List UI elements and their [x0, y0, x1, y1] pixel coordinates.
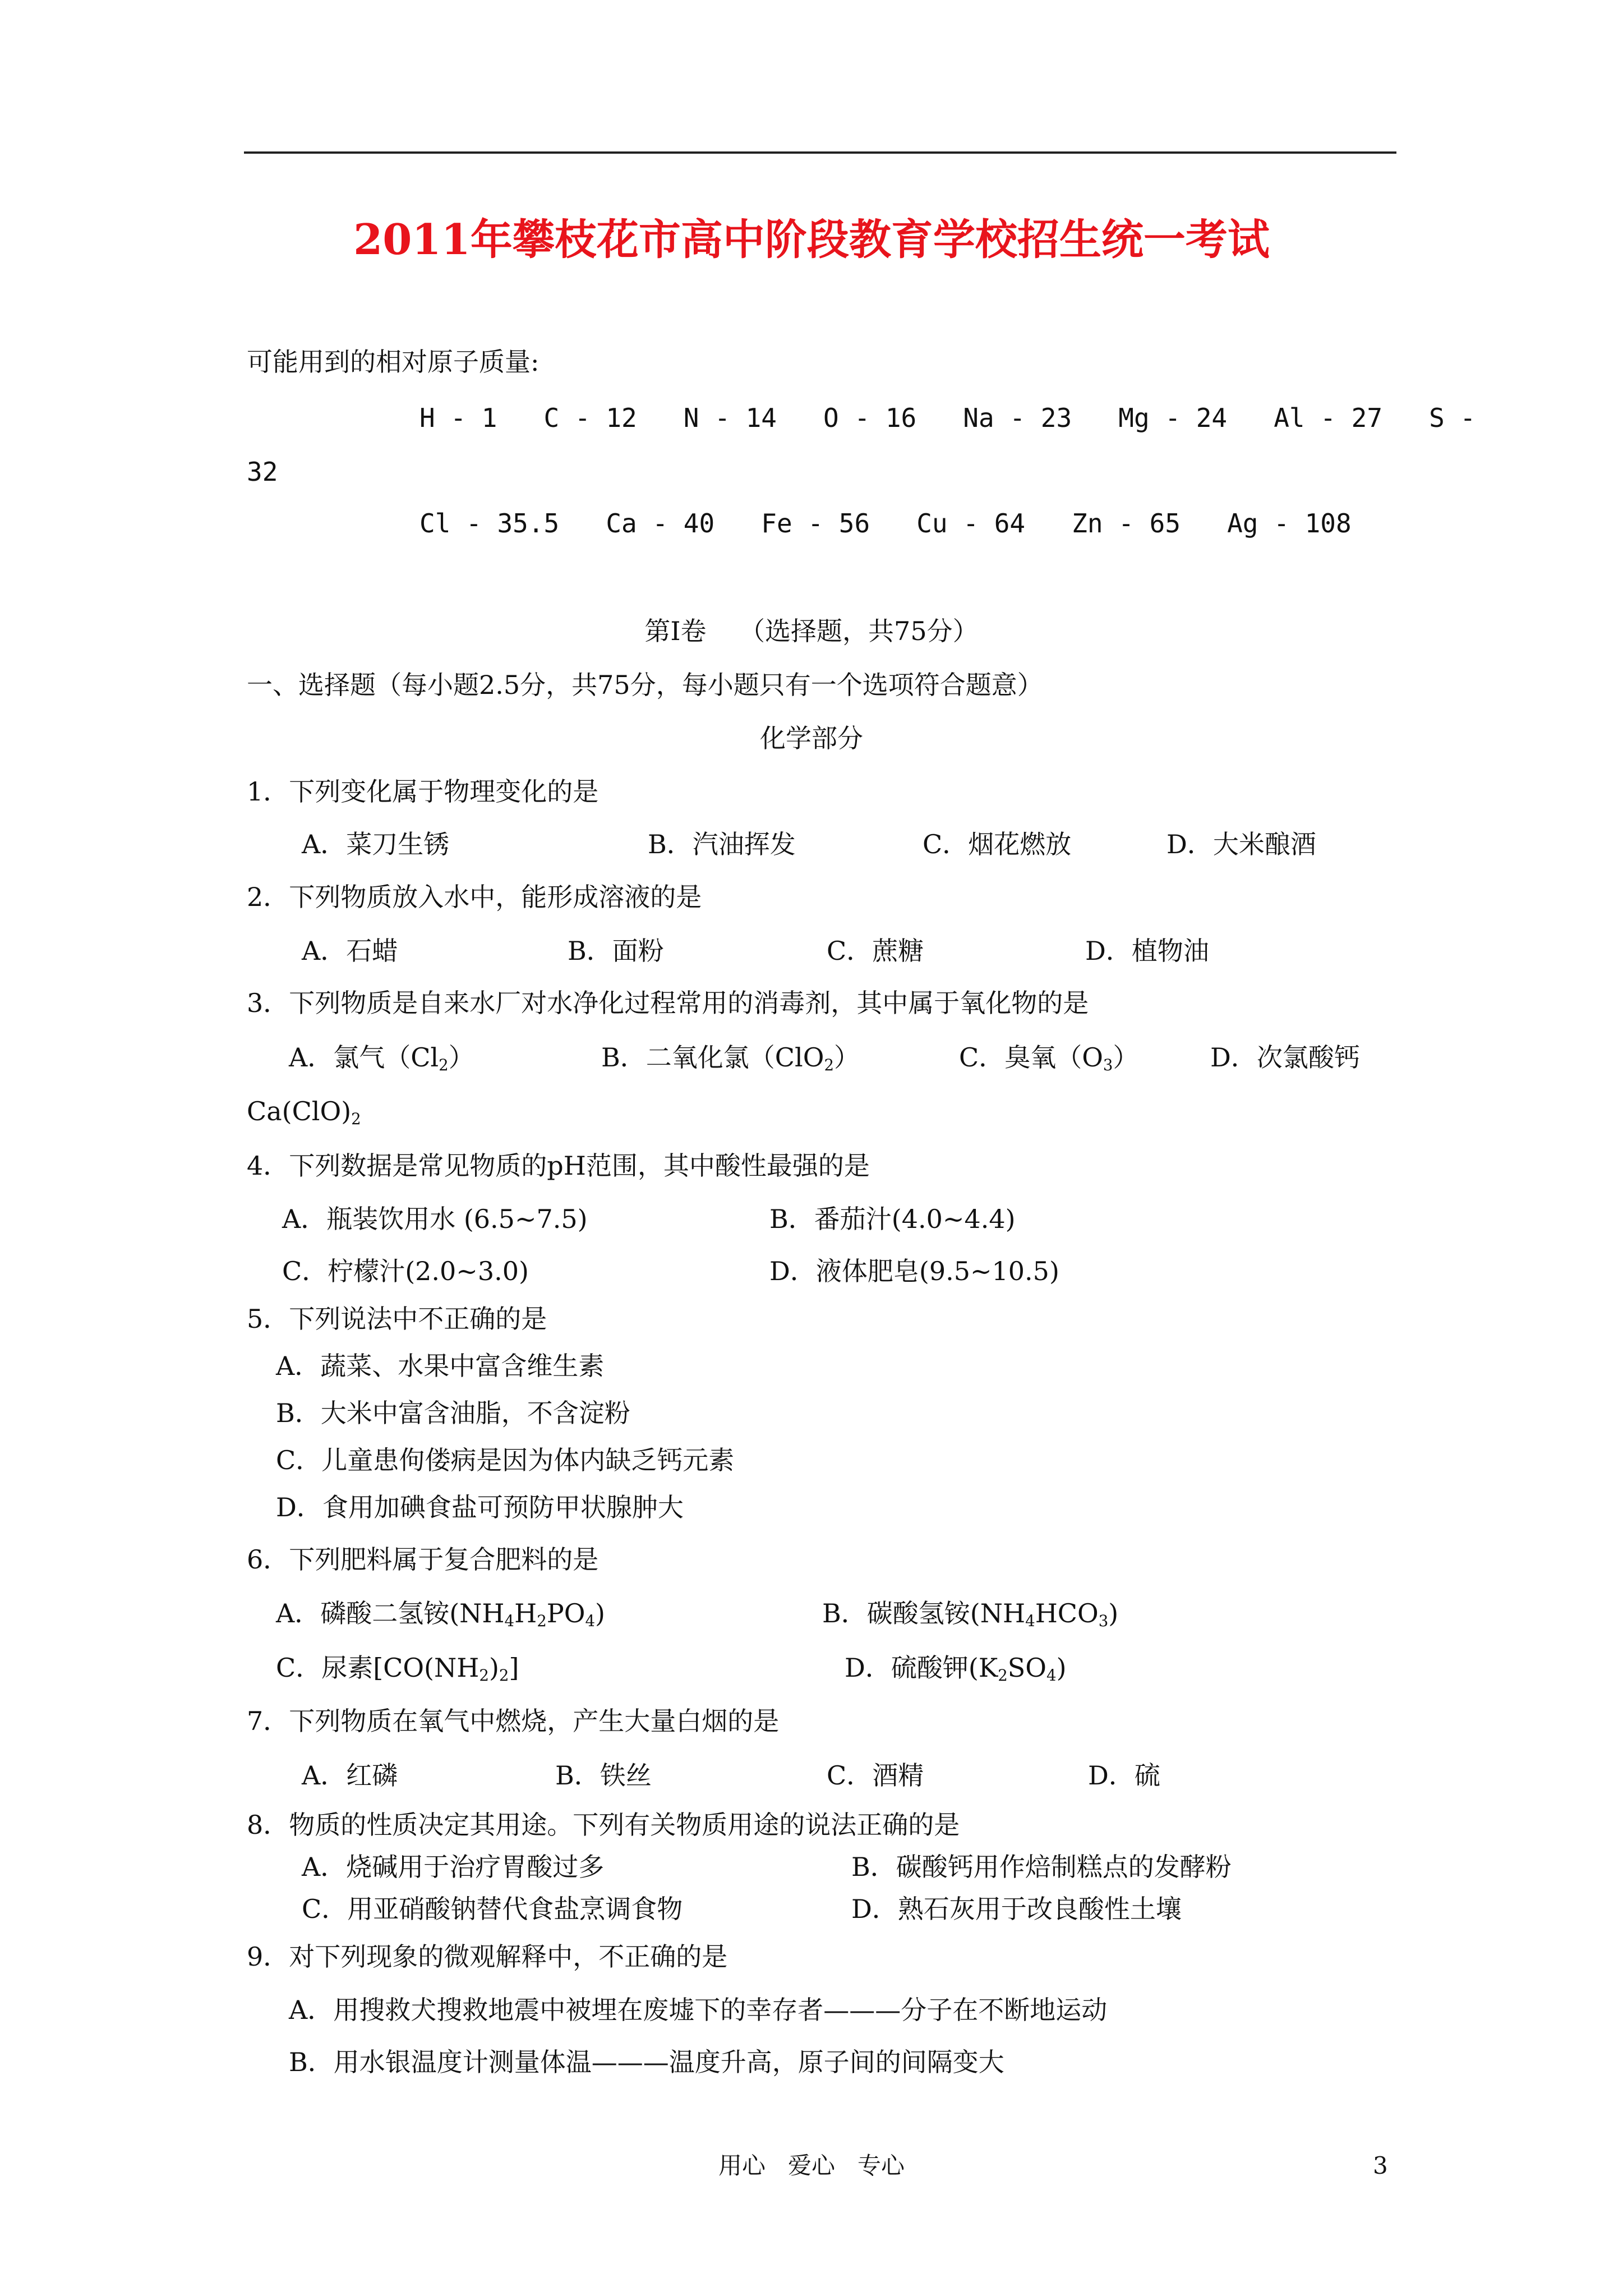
q8-option-d: D．熟石灰用于改良酸性土壤 — [851, 1894, 1182, 1924]
q6-option-b: B．碳酸氢铵$(NH_4HCO_3)$ — [822, 1598, 1119, 1630]
q8-option-c: C．用亚硝酸钠替代食盐烹调食物 — [302, 1894, 683, 1924]
footer-text: 用心 爱心 专心 — [718, 2152, 905, 2179]
q7-option-c: C．酒精 — [827, 1760, 924, 1791]
q1-stem: 1．下列变化属于物理变化的是 — [247, 776, 599, 807]
q2-option-c: C．蔗糖 — [827, 936, 924, 966]
q9-stem: 9．对下列现象的微观解释中，不正确的是 — [247, 1941, 728, 1972]
q4-stem: 4．下列数据是常见物质的pH范围，其中酸性最强的是 — [247, 1151, 870, 1181]
q1-option-b: B．汽油挥发 — [648, 829, 796, 859]
atomic-mass-row-1: H - 1 C - 12 N - 14 O - 16 Na - 23 Mg - 24 Al - 27 S - — [419, 403, 1476, 433]
q5-option-c: C．儿童患佝偻病是因为体内缺乏钙元素 — [276, 1445, 735, 1475]
q7-option-a: A．红磷 — [302, 1760, 398, 1791]
q3-option-b: B．二氧化氯（ClO$_2$） — [601, 1042, 860, 1074]
q1-option-c: C．烟花燃放 — [923, 829, 1072, 859]
atomic-mass-heading: 可能用到的相对原子质量: — [247, 347, 540, 377]
q3-option-a: A．氯气$(Cl_2)$ — [289, 1042, 474, 1074]
exam-title: 2011年攀枝花市高中阶段教育学校招生统一考试 — [353, 215, 1270, 264]
q7-stem: 7．下列物质在氧气中燃烧，产生大量白烟的是 — [247, 1706, 780, 1736]
q7-option-d: D．硫 — [1088, 1760, 1160, 1791]
q9-option-a: A．用搜救犬搜救地震中被埋在废墟下的幸存者———分子在不断地运动 — [289, 1995, 1108, 2025]
section-title: 第Ⅰ卷 （选择题，共75分） — [644, 616, 979, 646]
q5-option-a: A．蔬菜、水果中富含维生素 — [276, 1351, 605, 1381]
q6-option-d: D．硫酸钾$(K_2SO_4)$ — [845, 1653, 1067, 1685]
q2-option-a: A．石蜡 — [302, 936, 398, 966]
q2-stem: 2．下列物质放入水中，能形成溶液的是 — [247, 882, 702, 912]
part-title: 化学部分 — [760, 723, 863, 753]
q6-option-c: C．尿素$[CO(NH_2)_2]$ — [276, 1653, 519, 1685]
q3-option-d-wrap: $Ca(ClO)_2$ — [247, 1096, 361, 1128]
q5-option-b: B．大米中富含油脂，不含淀粉 — [276, 1398, 630, 1428]
q4-option-c: C．柠檬汁(2.0~3.0) — [282, 1256, 529, 1286]
q5-stem: 5．下列说法中不正确的是 — [247, 1304, 547, 1334]
section-instruction: 一、选择题（每小题2.5分，共75分，每小题只有一个选项符合题意） — [247, 670, 1043, 700]
q4-option-a: A．瓶装饮用水 (6.5~7.5) — [282, 1204, 588, 1234]
atomic-mass-row-2: Cl - 35.5 Ca - 40 Fe - 56 Cu - 64 Zn - 65 Ag - 108 — [419, 508, 1352, 539]
q6-stem: 6．下列肥料属于复合肥料的是 — [247, 1544, 599, 1575]
page-number: 3 — [1373, 2152, 1388, 2179]
q7-option-b: B．铁丝 — [555, 1760, 652, 1791]
q4-option-b: B．番茄汁(4.0~4.4) — [769, 1204, 1016, 1234]
q3-option-d: D．次氯酸钙 — [1210, 1042, 1360, 1073]
q8-option-a: A．烧碱用于治疗胃酸过多 — [302, 1852, 605, 1882]
q4-option-d: D．液体肥皂(9.5~10.5) — [769, 1256, 1059, 1286]
header-rule — [244, 151, 1396, 154]
q2-option-d: D．植物油 — [1085, 936, 1209, 966]
q1-option-a: A．菜刀生锈 — [302, 829, 450, 859]
atomic-mass-row-1-wrap: 32 — [247, 457, 278, 487]
q8-stem: 8．物质的性质决定其用途。下列有关物质用途的说法正确的是 — [247, 1810, 960, 1840]
q6-option-a: A．磷酸二氢铵$(NH_4H_2PO_4)$ — [276, 1598, 605, 1630]
q9-option-b: B．用水银温度计测量体温———温度升高，原子间的间隔变大 — [289, 2047, 1004, 2077]
q2-option-b: B．面粉 — [568, 936, 664, 966]
q3-stem: 3．下列物质是自来水厂对水净化过程常用的消毒剂，其中属于氧化物的是 — [247, 988, 1089, 1018]
q1-option-d: D．大米酿酒 — [1166, 829, 1316, 859]
q3-option-c: C．臭氧$(O_3)$ — [959, 1042, 1139, 1074]
q8-option-b: B．碳酸钙用作焙制糕点的发酵粉 — [851, 1852, 1232, 1882]
q5-option-d: D．食用加碘食盐可预防甲状腺肿大 — [276, 1492, 684, 1522]
